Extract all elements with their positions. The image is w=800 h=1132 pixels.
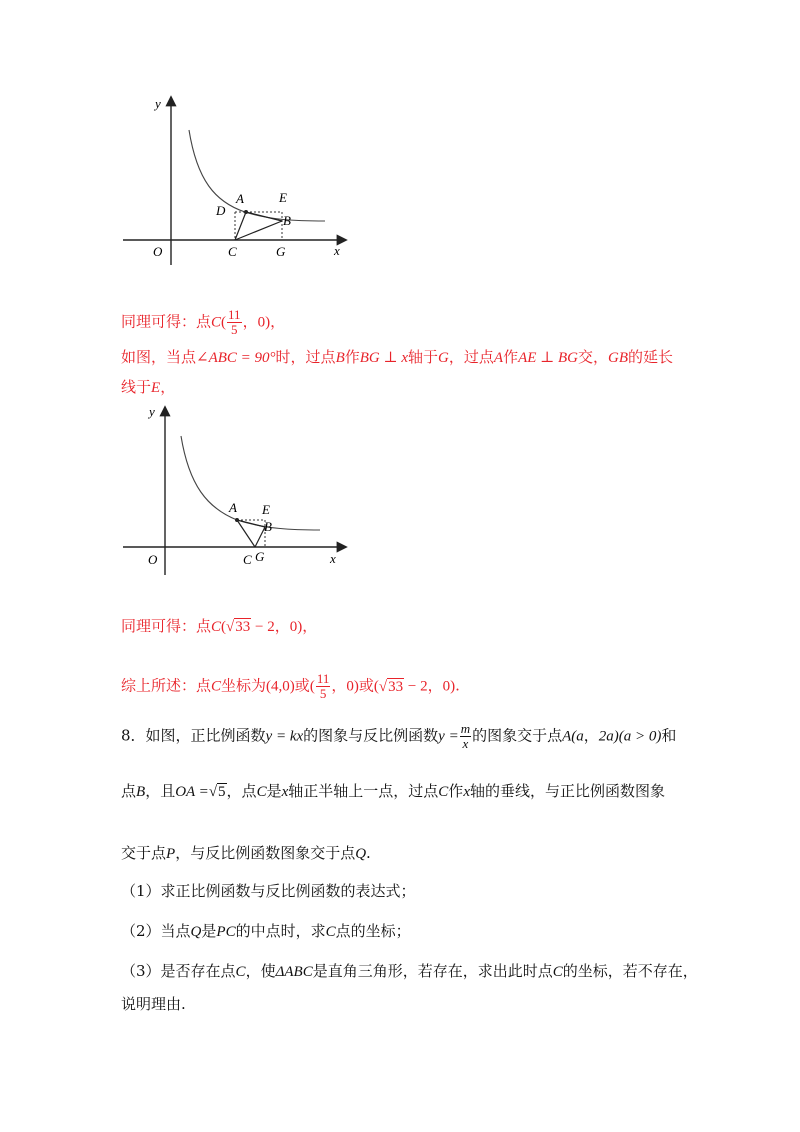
- label-e: E: [279, 190, 287, 205]
- sqrt-33: √33: [378, 678, 404, 695]
- label-a: A: [229, 500, 237, 515]
- label-g: G: [255, 549, 265, 564]
- solution-line-4: 同理可得：点C(√33 − 2，0)，: [121, 615, 317, 638]
- question-2: （2）当点Q是PC的中点时，求C点的坐标；: [121, 922, 411, 940]
- sqrt-33: √33: [226, 619, 251, 635]
- problem-line-1: 8．如图，正比例函数y = kx的图象与反比例函数y = $\frac{m}{x}$ 的图象交于点A(a，2a)(a > 0)和: [121, 721, 677, 751]
- math-c: C: [211, 314, 222, 331]
- question-3-continued: 说明理由.: [121, 995, 186, 1013]
- solution-line-2: 如图，当点∠ABC = 90°时，过点B作BG ⊥ x轴于G，过点A作AE ⊥ BG交，GB的延长: [121, 348, 674, 366]
- figure-2: [115, 400, 355, 575]
- math-angle: ∠ABC = 90°: [196, 350, 276, 366]
- label-c: C: [243, 552, 252, 567]
- paren: (: [221, 314, 227, 331]
- label-a: A: [236, 191, 244, 206]
- figure-2-svg: [115, 400, 355, 575]
- label-d: D: [216, 203, 226, 218]
- label-x: x: [334, 243, 340, 258]
- label-o: O: [148, 552, 158, 567]
- problem-line-3: 交于点P，与反比例函数图象交于点Q.: [121, 844, 371, 862]
- label-o: O: [153, 244, 163, 259]
- label-y: y: [149, 404, 155, 419]
- question-1: （1）求正比例函数与反比例函数的表达式；: [121, 882, 416, 900]
- math-perp2: AE ⊥ BG: [518, 350, 579, 366]
- point-a-dot: [244, 210, 248, 214]
- figure-1: [115, 90, 355, 265]
- segment-ab: [246, 212, 282, 221]
- label-b: B: [283, 213, 291, 228]
- fraction-11-5: $\frac{11}{5}$: [228, 307, 241, 337]
- label-c: C: [228, 244, 237, 259]
- figure-1-svg: [115, 90, 355, 265]
- point-a-dot: [235, 518, 239, 522]
- label-e: E: [262, 502, 270, 517]
- label-y: y: [155, 96, 161, 111]
- problem-line-2: 点B，且OA =√5，点C是x轴正半轴上一点，过点C作x轴的垂线，与正比例函数图象: [121, 780, 665, 803]
- hyperbola-curve: [189, 130, 325, 221]
- fraction-m-x: $\frac{m}{x}$: [460, 721, 471, 751]
- solution-line-1: 同理可得：点C( $\frac{11}{5}$ ，0)，: [121, 307, 286, 337]
- solution-line-3: 线于E，: [121, 378, 176, 396]
- label-x: x: [330, 551, 336, 566]
- hyperbola-curve: [181, 436, 320, 530]
- label-g: G: [276, 244, 286, 259]
- question-3: （3）是否存在点C，使ΔABC是直角三角形，若存在，求出此时点C的坐标，若不存在，: [121, 962, 698, 980]
- sqrt-5: √5: [208, 784, 226, 800]
- text: 同理可得：点: [121, 312, 212, 331]
- segment-bc: [235, 221, 282, 240]
- solution-line-5: 综上所述：点C坐标为(4,0)或( $\frac{11}{5}$ ，0)或(√33 − 2，0).: [121, 671, 460, 701]
- math-perp1: BG ⊥ x: [359, 350, 409, 366]
- fraction-11-5: $\frac{11}{5}$: [316, 671, 330, 701]
- label-b: B: [264, 519, 272, 534]
